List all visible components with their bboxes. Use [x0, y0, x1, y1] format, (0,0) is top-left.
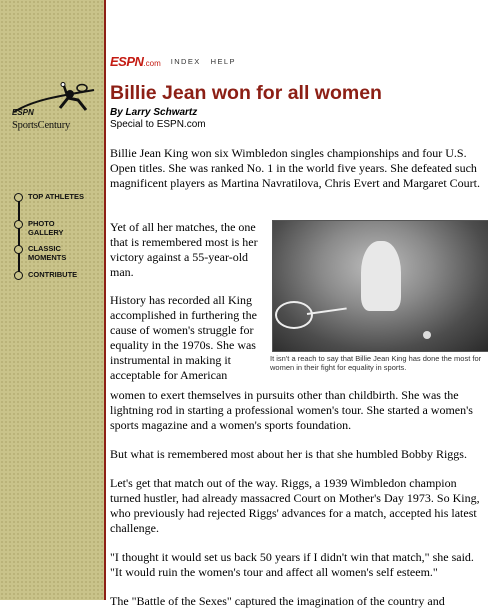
- espn-logo[interactable]: [110, 54, 161, 69]
- article-paragraph: Let's get that match out of the way. Riggs, a 1939 Wimbledon champion turned hustler, had already massacred Court on Mother's Day 1973. So King, who previously had rejected Riggs' advances for a match, accepted his latest challenge.: [110, 476, 480, 535]
- sidebar-item-top-athletes[interactable]: [14, 192, 100, 202]
- photo-ball: [423, 331, 431, 339]
- article-paragraph: Yet of all her matches, the one that is remembered most is her victory against a 55-year-old man.: [110, 220, 258, 279]
- espn-logo-suffix: .com: [143, 58, 161, 68]
- sidebar-item-classic-moments[interactable]: [14, 244, 76, 262]
- sidebar-item-label: CLASSIC MOMENTS: [28, 244, 67, 262]
- help-link[interactable]: HELP: [210, 56, 236, 66]
- article-photo: [272, 220, 488, 352]
- top-nav-bar: [110, 54, 236, 68]
- byline: [110, 107, 206, 131]
- bullet-icon: [14, 271, 23, 280]
- espn-logo-text: ESPN: [110, 53, 144, 69]
- article-paragraph: History has recorded all King accomplished in furthering the cause of women's struggle for equality in the 1970s. She was instrumental in making it acceptable for American: [110, 293, 257, 382]
- article-paragraph: women to exert themselves in pursuits other than childbirth. She was the lightning rod in starting a professional women's tour. She started a women's sports magazine and a women's sports foundation.: [110, 388, 473, 432]
- sidebar-item-label: CONTRIBUTE: [28, 270, 78, 279]
- sportscentury-label: SportsCentury: [12, 120, 71, 131]
- sidebar: [0, 0, 104, 600]
- photo-player: [361, 241, 401, 311]
- photo-racket: [275, 301, 313, 329]
- sidebar-item-label: TOP ATHLETES: [28, 192, 84, 201]
- photo-caption: It isn't a reach to say that Billie Jean King has done the most for women in their fight for equality in sports.: [270, 354, 482, 372]
- sidebar-divider: [104, 0, 106, 600]
- article-paragraph: "I thought it would set us back 50 years if I didn't win that match," she said. "It would ruin the women's tour and affect all women's self esteem.": [110, 550, 474, 579]
- index-link[interactable]: INDEX: [170, 56, 201, 66]
- sidebar-item-photo-gallery[interactable]: [14, 219, 66, 237]
- article-headline: Billie Jean won for all women: [110, 82, 382, 104]
- bullet-icon: [14, 245, 23, 254]
- espn-logo-small: ESPN: [12, 108, 34, 117]
- sidebar-item-contribute[interactable]: [14, 270, 100, 280]
- article-paragraph: Billie Jean King won six Wimbledon singles championships and four U.S. Open titles. She was ranked No. 1 in the world five years. She defeated such magnificent players as Martina Navratilova, Chris Evert and Margaret Court.: [110, 146, 480, 190]
- article-paragraph: The "Battle of the Sexes" captured the imagination of the country and: [110, 594, 445, 608]
- sidebar-item-label: PHOTO GALLERY: [28, 219, 64, 237]
- bullet-icon: [14, 220, 23, 229]
- article-paragraph: But what is remembered most about her is that she humbled Bobby Riggs.: [110, 447, 467, 461]
- byline-author: By Larry Schwartz: [110, 107, 198, 118]
- nav-connector-line: [18, 200, 20, 274]
- sportscentury-logo[interactable]: [8, 82, 98, 134]
- byline-source: Special to ESPN.com: [110, 119, 206, 130]
- bullet-icon: [14, 193, 23, 202]
